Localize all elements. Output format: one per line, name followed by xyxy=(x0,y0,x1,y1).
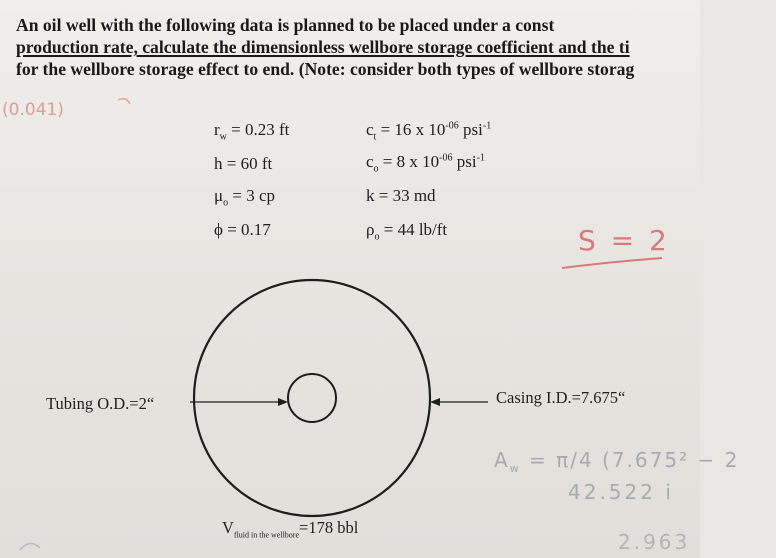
param-co: $c_o = 8$ x $10^{-06}$ psi$^{-1}$ xyxy=(366,152,485,175)
casing-arrowhead xyxy=(430,398,440,406)
tubing-label: Tubing O.D.=2“ xyxy=(46,394,155,413)
fluid-volume-label: $V_{fluid in the wellbore}=178$ bbl xyxy=(222,518,359,540)
param-rw: $r_w = 0.23$ ft xyxy=(214,120,290,143)
bracket-mark xyxy=(118,99,130,104)
casing-circle xyxy=(194,280,430,516)
casing-label: Casing I.D.=7.675“ xyxy=(496,388,626,407)
param-phi: ϕ = 0.17 xyxy=(214,220,271,239)
tubing-arrowhead xyxy=(278,398,288,406)
param-h: h = 60 ft xyxy=(214,154,273,173)
problem-line-2: production rate, calculate the dimensionless wellbore storage coefficient and the ti xyxy=(16,37,630,57)
param-mu: $\mu_o = 3$ cp xyxy=(214,186,276,209)
skin-underline xyxy=(562,258,662,268)
handwritten-skin: S = 2 xyxy=(578,224,670,257)
tubing-circle xyxy=(288,374,336,422)
handwritten-area-formula: $A_w = \pi/4$ (7.675² − 2 xyxy=(494,448,740,475)
handwritten-area-value: 42.522 i xyxy=(568,480,674,504)
handwritten-value: (0.041) xyxy=(2,100,64,120)
param-rho: $\rho_o = 44$ lb/ft xyxy=(366,220,448,243)
bottom-scribble xyxy=(20,543,40,550)
handwritten-bottom-value: 2.963 xyxy=(618,530,691,554)
param-ct: $c_t = 16$ x $10^{-06}$ psi$^{-1}$ xyxy=(366,120,492,143)
problem-line-3: for the wellbore storage effect to end. (Note: consider both types of wellbore storag xyxy=(16,59,635,79)
problem-line-1: An oil well with the following data is planned to be placed under a const xyxy=(16,15,555,35)
param-k: k = 33 md xyxy=(366,186,436,205)
